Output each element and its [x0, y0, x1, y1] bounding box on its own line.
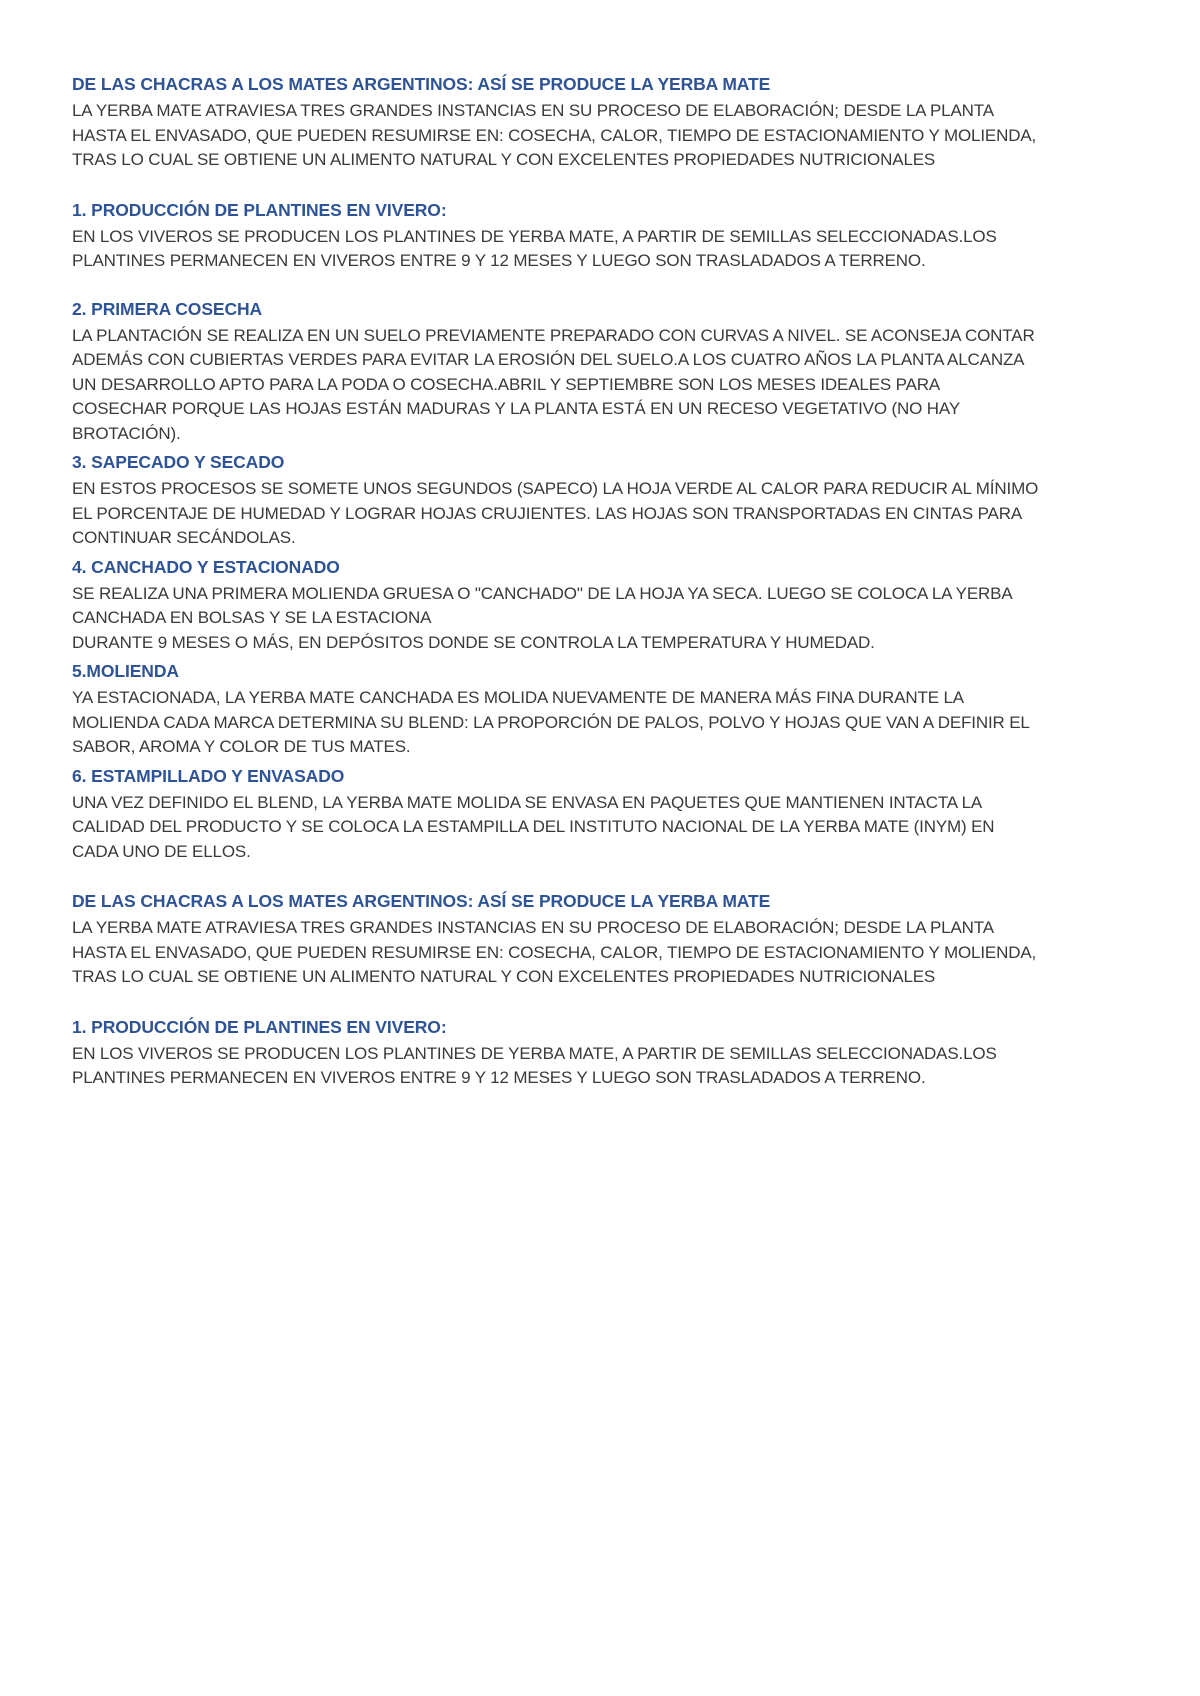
paragraph-line: CONTINUAR SECÁNDOLAS. — [72, 528, 296, 547]
paragraph-line: BROTACIÓN). — [72, 423, 181, 443]
section-vivero — [72, 198, 1142, 274]
section-paragraph — [72, 99, 1142, 173]
paragraph-line: SABOR, AROMA Y COLOR DE TUS MATES. — [72, 737, 411, 756]
paragraph-line: HASTA EL ENVASADO, QUE PUEDEN RESUMIRSE EN: COSECHA, CALOR, TIEMPO DE ESTACIONAMIENTO Y MOLIENDA, — [72, 942, 1037, 962]
section-heading: DE LAS CHACRAS A LOS MATES ARGENTINOS: ASÍ SE PRODUCE LA YERBA MATE — [72, 891, 771, 911]
section-vivero-repeat — [72, 1015, 1142, 1091]
section-molienda — [72, 659, 1142, 760]
section-heading: 5.MOLIENDA — [72, 661, 179, 681]
paragraph-line: EL PORCENTAJE DE HUMEDAD Y LOGRAR HOJAS CRUJIENTES. LAS HOJAS SON TRANSPORTADAS EN CINTAS PARA — [72, 503, 1023, 523]
section-paragraph — [72, 477, 1142, 551]
paragraph-line: UN DESARROLLO APTO PARA LA PODA O COSECHA.ABRIL Y SEPTIEMBRE SON LOS MESES IDEALES PARA — [72, 374, 941, 394]
section-heading: 3. SAPECADO Y SECADO — [72, 452, 285, 472]
section-heading: 1. PRODUCCIÓN DE PLANTINES EN VIVERO: — [72, 1016, 447, 1037]
paragraph-line: UNA VEZ DEFINIDO EL BLEND, LA YERBA MATE MOLIDA SE ENVASA EN PAQUETES QUE MANTIENEN INTACTA LA — [72, 792, 983, 812]
section-heading: 1. PRODUCCIÓN DE PLANTINES EN VIVERO: — [72, 199, 447, 220]
paragraph-line: EN LOS VIVEROS SE PRODUCEN LOS PLANTINES DE YERBA MATE, A PARTIR DE SEMILLAS SELECCIONADAS.LOS — [72, 226, 997, 246]
paragraph-line: LA YERBA MATE ATRAVIESA TRES GRANDES INSTANCIAS EN SU PROCESO DE ELABORACIÓN; DESDE LA PLANTA — [72, 101, 994, 120]
paragraph-line: LA PLANTACIÓN SE REALIZA EN UN SUELO PREVIAMENTE PREPARADO CON CURVAS A NIVEL. SE ACONSEJA CONTAR — [72, 325, 1035, 345]
paragraph-line: PLANTINES PERMANECEN EN VIVEROS ENTRE 9 Y 12 MESES Y LUEGO SON TRASLADADOS A TERRENO. — [72, 1068, 926, 1087]
paragraph-line: SE REALIZA UNA PRIMERA MOLIENDA GRUESA O "CANCHADO" DE LA HOJA YA SECA. LUEGO SE COLOCA LA YERBA — [72, 583, 1013, 603]
section-paragraph — [72, 791, 1142, 865]
section-intro-repeat — [72, 889, 1142, 990]
paragraph-line: CADA UNO DE ELLOS. — [72, 841, 251, 861]
paragraph-line: TRAS LO CUAL SE OBTIENE UN ALIMENTO NATURAL Y CON EXCELENTES PROPIEDADES NUTRICIONALES — [72, 150, 936, 169]
section-canchado — [72, 555, 1142, 656]
section-paragraph — [72, 582, 1142, 656]
section-paragraph — [72, 916, 1142, 990]
paragraph-line: HASTA EL ENVASADO, QUE PUEDEN RESUMIRSE EN: COSECHA, CALOR, TIEMPO DE ESTACIONAMIENTO Y MOLIENDA, — [72, 125, 1037, 145]
section-heading: 2. PRIMERA COSECHA — [72, 298, 263, 319]
paragraph-line: TRAS LO CUAL SE OBTIENE UN ALIMENTO NATURAL Y CON EXCELENTES PROPIEDADES NUTRICIONALES — [72, 967, 936, 986]
section-estampillado — [72, 764, 1142, 865]
paragraph-line: MOLIENDA CADA MARCA DETERMINA SU BLEND: LA PROPORCIÓN DE PALOS, POLVO Y HOJAS QUE VAN A DEFINIR EL — [72, 712, 1030, 732]
section-intro — [72, 72, 1142, 173]
section-paragraph — [72, 1042, 1142, 1091]
section-heading: DE LAS CHACRAS A LOS MATES ARGENTINOS: ASÍ SE PRODUCE LA YERBA MATE — [72, 74, 771, 94]
paragraph-line: DURANTE 9 MESES O MÁS, EN DEPÓSITOS DONDE SE CONTROLA LA TEMPERATURA Y HUMEDAD. — [72, 632, 875, 652]
paragraph-line: LA YERBA MATE ATRAVIESA TRES GRANDES INSTANCIAS EN SU PROCESO DE ELABORACIÓN; DESDE LA PLANTA — [72, 918, 994, 937]
paragraph-line: COSECHAR PORQUE LAS HOJAS ESTÁN MADURAS Y LA PLANTA ESTÁ EN UN RECESO VEGETATIVO (NO HAY — [72, 399, 961, 418]
section-sapecado — [72, 450, 1142, 551]
section-heading: 6. ESTAMPILLADO Y ENVASADO — [72, 765, 345, 786]
paragraph-line: YA ESTACIONADA, LA YERBA MATE CANCHADA ES MOLIDA NUEVAMENTE DE MANERA MÁS FINA DURANTE LA — [72, 688, 964, 707]
paragraph-line: EN LOS VIVEROS SE PRODUCEN LOS PLANTINES DE YERBA MATE, A PARTIR DE SEMILLAS SELECCIONADAS.LOS — [72, 1043, 997, 1063]
paragraph-line: EN ESTOS PROCESOS SE SOMETE UNOS SEGUNDOS (SAPECO) LA HOJA VERDE AL CALOR PARA REDUCIR AL MÍNIMO — [72, 479, 1039, 498]
document-page — [72, 72, 1142, 1091]
section-heading: 4. CANCHADO Y ESTACIONADO — [72, 556, 340, 577]
paragraph-line: CANCHADA EN BOLSAS Y SE LA ESTACIONA — [72, 608, 432, 627]
paragraph-line: ADEMÁS CON CUBIERTAS VERDES PARA EVITAR LA EROSIÓN DEL SUELO.A LOS CUATRO AÑOS LA PLANTA ALCANZA — [72, 350, 1025, 369]
section-paragraph — [72, 225, 1142, 274]
section-paragraph — [72, 686, 1142, 760]
section-paragraph — [72, 324, 1142, 447]
section-primera-cosecha — [72, 297, 1142, 447]
paragraph-line: CALIDAD DEL PRODUCTO Y SE COLOCA LA ESTAMPILLA DEL INSTITUTO NACIONAL DE LA YERBA MATE (INYM) EN — [72, 817, 995, 836]
paragraph-line: PLANTINES PERMANECEN EN VIVEROS ENTRE 9 Y 12 MESES Y LUEGO SON TRASLADADOS A TERRENO. — [72, 251, 926, 270]
